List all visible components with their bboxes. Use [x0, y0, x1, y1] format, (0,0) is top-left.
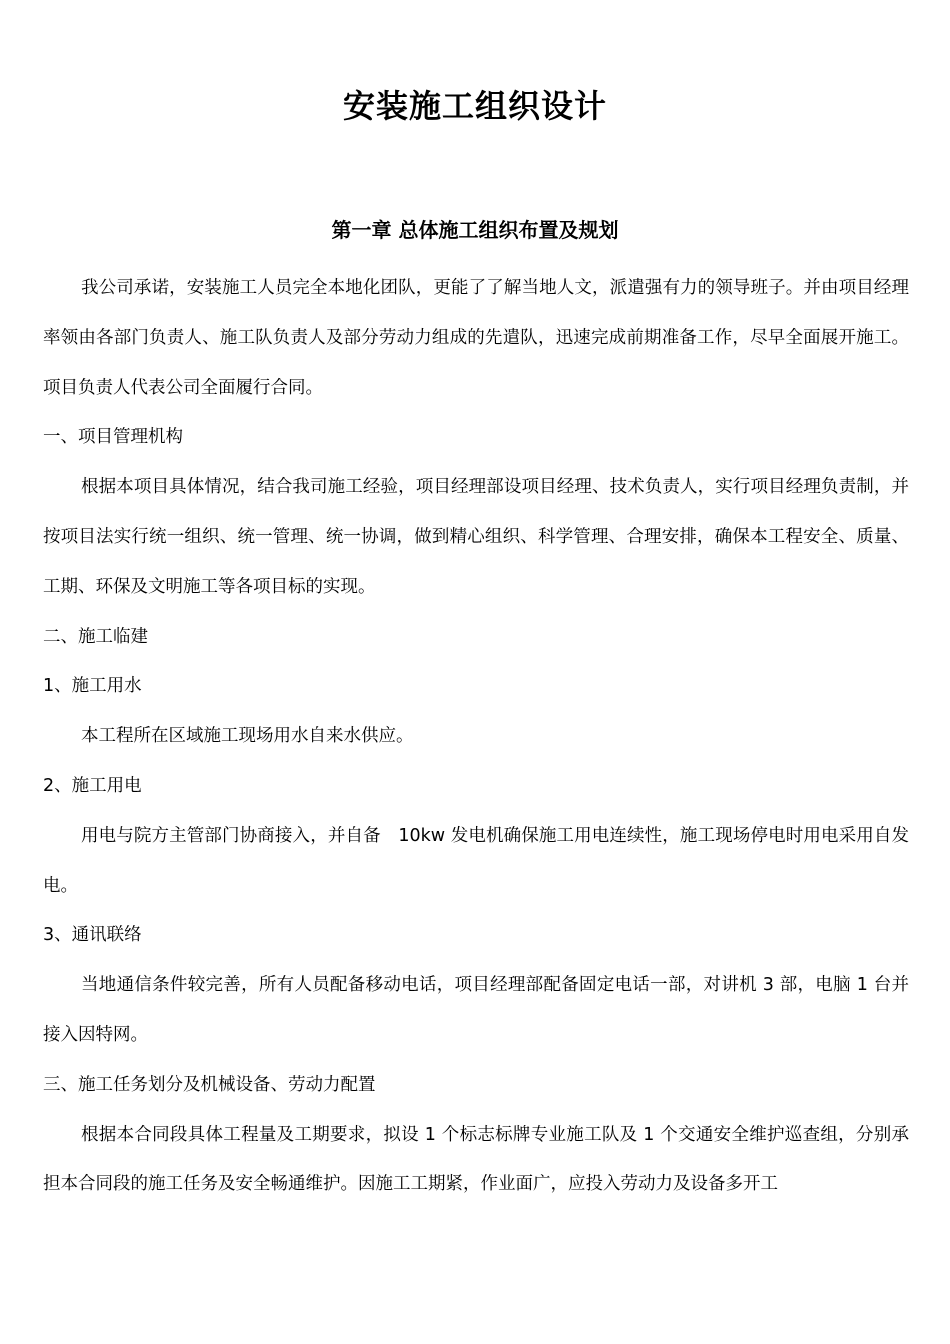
paragraph-task-division: 根据本合同段具体工程量及工期要求，拟设 1 个标志标牌专业施工队及 1 个交通安全维护巡查组，分别承担本合同段的施工任务及安全畅通维护。因施工工期紧，作业面广，应投入劳动力及设备多开工 [43, 1124, 910, 1195]
paragraph-water: 本工程所在区域施工现场用水自来水供应。 [81, 726, 414, 747]
subheading-communication: 3、通讯联络 [43, 925, 142, 946]
subheading-electricity: 2、施工用电 [43, 775, 142, 796]
document-title: 安装施工组织设计 [342, 87, 607, 125]
chapter-title: 第一章 总体施工组织布置及规划 [331, 218, 619, 242]
subheading-water: 1、施工用水 [43, 676, 142, 697]
paragraph-communication: 当地通信条件较完善，所有人员配备移动电话，项目经理部配备固定电话一部，对讲机 3 部，电脑 1 台并接入因特网。 [43, 975, 910, 1045]
paragraph-management: 根据本项目具体情况，结合我司施工经验，项目经理部设项目经理、技术负责人，实行项目经理负责制，并按项目法实行统一组织、统一管理、统一协调，做到精心组织、科学管理、合理安排，确保本工程安全、质量、工期、环保及文明施工等各项目标的实现。 [43, 477, 909, 597]
paragraph-electricity: 用电与院方主管部门协商接入，并自备 10kw 发电机确保施工用电连续性，施工现场停电时用电采用自发电。 [43, 825, 909, 896]
section-heading-temporary-works: 二、施工临建 [43, 626, 148, 647]
document-body [43, 264, 909, 1210]
section-heading-task-division: 三、施工任务划分及机械设备、劳动力配置 [43, 1074, 376, 1095]
paragraph-commitment: 我公司承诺，安装施工人员完全本地化团队，更能了了解当地人文，派遣强有力的领导班子。并由项目经理率领由各部门负责人、施工队负责人及部分劳动力组成的先遣队，迅速完成前期准备工作，尽早全面展开施工。项目负责人代表公司全面履行合同。 [43, 278, 909, 398]
section-heading-management: 一、项目管理机构 [43, 427, 183, 448]
